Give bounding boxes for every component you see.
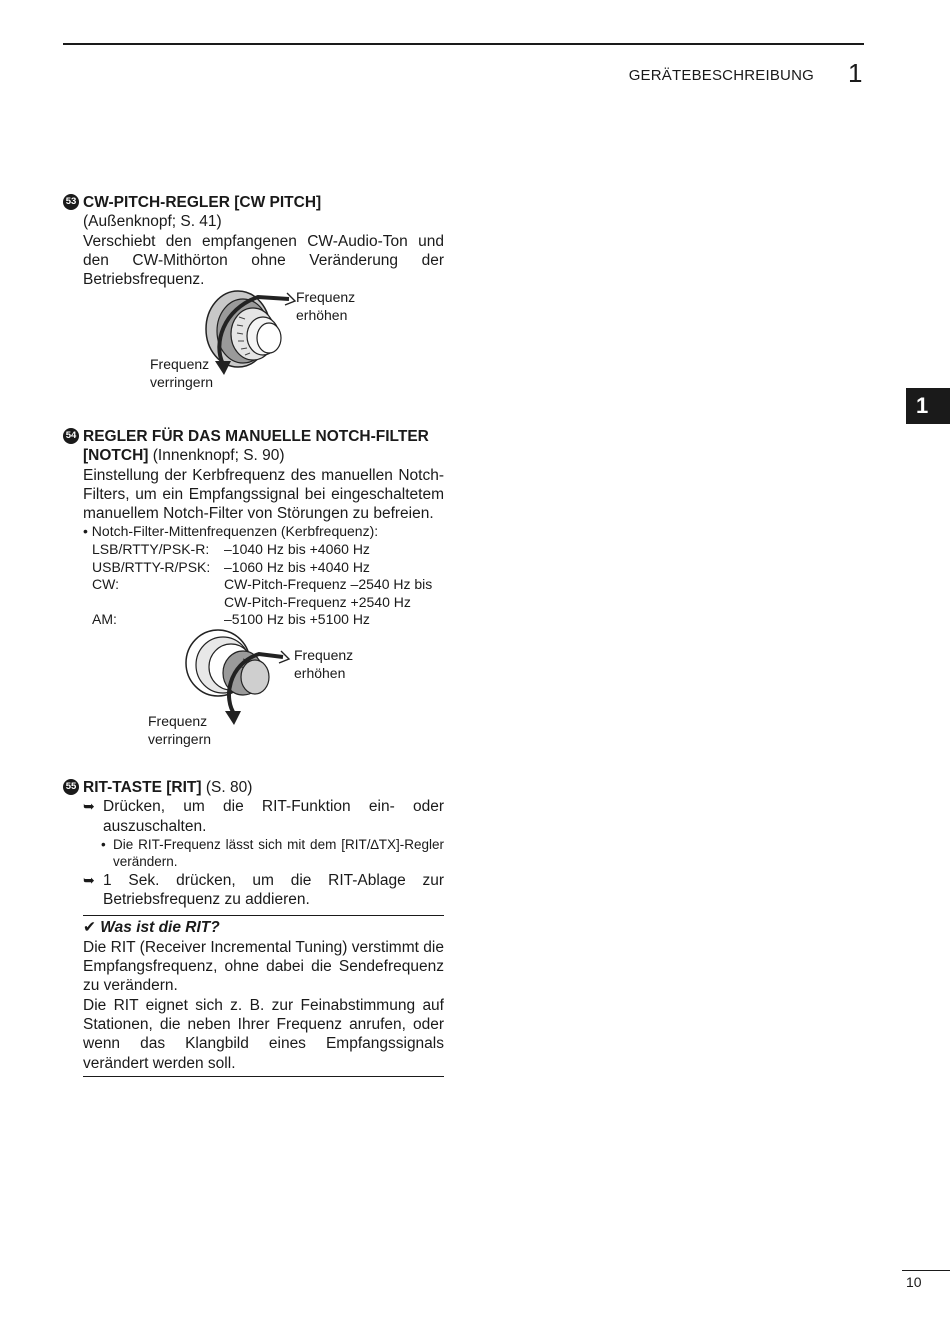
section-heading (63, 778, 444, 797)
list-item: ➥ Drücken, um die RIT-Funktion ein- oder auszuschalten. (83, 798, 444, 835)
frequency-row: AM: –5100 Hz bis +5100 Hz (92, 611, 370, 628)
section-heading (63, 193, 444, 212)
chapter-number: 1 (848, 58, 863, 88)
chapter-title: GERÄTEBESCHREIBUNG (628, 67, 814, 84)
header-rule (63, 43, 864, 45)
frequency-table (63, 541, 444, 629)
section-notch-filter (63, 427, 444, 751)
frequency-row: CW-Pitch-Frequenz +2540 Hz (224, 593, 411, 610)
section-title: CW-PITCH-REGLER [CW PITCH] (83, 194, 322, 211)
section-body: Verschiebt den empfangenen CW-Audio-Ton und den CW-Mithörton ohne Veränderung der Betriebsfrequenz. (83, 232, 444, 289)
arrow-right-icon: ➥ (83, 798, 95, 815)
note-paragraph: Die RIT (Receiver Incremental Tuning) verstimmt die Empfangsfrequenz, ohne dabei die Sendefrequenz zu verändern. (83, 938, 444, 995)
label-decrease-frequency: Frequenz verringern (148, 713, 212, 747)
note-paragraph: Die RIT eignet sich z. B. zur Feinabstimmung auf Stationen, die neben Ihrer Frequenz anrufen, oder wenn das Klangbild eines Empfangssignals verändert werden soll. (83, 996, 444, 1072)
frequency-row: CW: CW-Pitch-Frequenz –2540 Hz bis (92, 576, 433, 593)
outer-knob-icon (63, 289, 444, 401)
bullet-icon: • (101, 836, 106, 852)
footer-rule (902, 1270, 950, 1271)
section-number-badge: 54 (63, 428, 79, 444)
section-number-badge: 55 (63, 779, 79, 795)
section-rit-key (63, 778, 444, 1077)
label-decrease-frequency: Frequenz verringern (150, 356, 214, 390)
section-subtitle: (S. 80) (201, 779, 253, 796)
section-title: REGLER FÜR DAS MANUELLE NOTCH-FILTER (83, 428, 429, 445)
section-number-badge: 53 (63, 194, 79, 210)
bullet-notch-frequencies: • Notch-Filter-Mittenfrequenzen (Kerbfrequenz): (83, 523, 379, 540)
frequency-row: USB/RTTY-R/PSK: –1060 Hz bis +4040 Hz (92, 558, 370, 575)
frequency-row: LSB/RTTY/PSK-R: –1040 Hz bis +4060 Hz (92, 541, 370, 558)
section-cw-pitch (63, 193, 444, 401)
sub-list-item: • Die RIT-Frequenz lässt sich mit dem [RIT/∆TX]-Regler verändern. (101, 836, 444, 870)
page-number: 10 (906, 1274, 922, 1290)
chapter-side-tab: 1 (906, 388, 950, 424)
section-body: Einstellung der Kerbfrequenz des manuellen Notch-Filters, um ein Empfangssignal bei eingeschaltetem manuellem Notch-Filter von Störungen zu befreien. (83, 466, 444, 523)
note-box (83, 915, 444, 1076)
section-title: RIT-TASTE [RIT] (83, 779, 202, 796)
section-heading (63, 427, 444, 446)
list-item: ➥ 1 Sek. drücken, um die RIT-Ablage zur Betriebsfrequenz zu addieren. (83, 871, 444, 909)
label-increase-frequency: Frequenz erhöhen (294, 647, 354, 681)
note-title: ✔ Was ist die RIT? (83, 919, 220, 937)
section-subtitle: (Außenknopf; S. 41) (83, 213, 222, 231)
knob-figure (63, 629, 444, 751)
arrow-right-icon: ➥ (83, 871, 95, 888)
label-increase-frequency: Frequenz erhöhen (296, 289, 356, 323)
inner-knob-icon (63, 629, 444, 751)
knob-figure (63, 289, 444, 401)
section-title-continued: [NOTCH] (Innenknopf; S. 90) (83, 447, 285, 465)
